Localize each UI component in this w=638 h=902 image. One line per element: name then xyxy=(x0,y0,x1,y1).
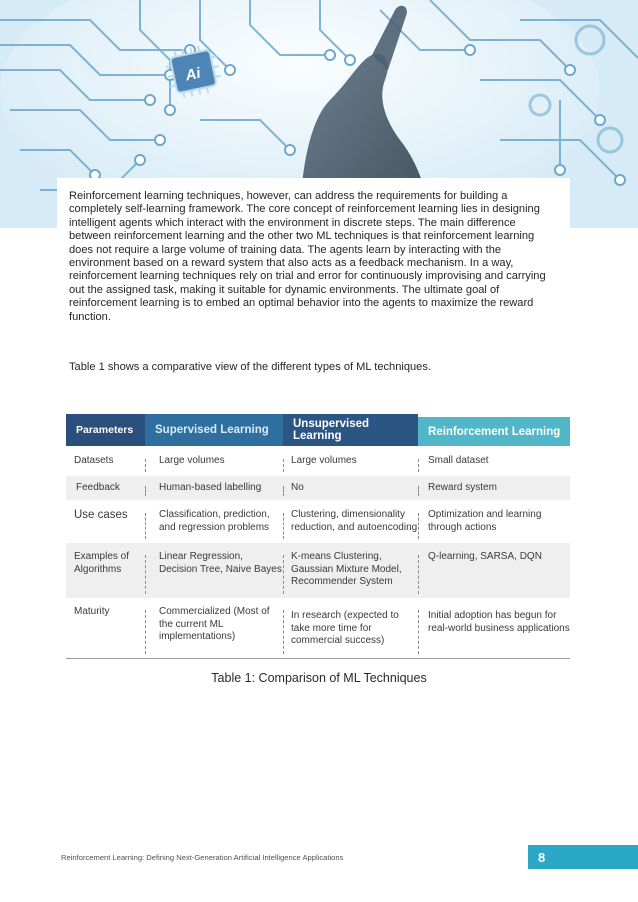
cell-parameter: Datasets xyxy=(74,455,114,466)
cell-unsupervised: Clustering, dimensionality reduction, and autoencoding xyxy=(283,509,418,543)
cell-reinforcement: Small dataset xyxy=(418,455,570,476)
table-caption: Table 1: Comparison of ML Techniques xyxy=(211,671,427,685)
cell-unsupervised: In research (expected to take more time for commercial success) xyxy=(283,606,418,658)
table-intro-sentence: Table 1 shows a comparative view of the different types of ML techniques. xyxy=(69,361,431,373)
table-row xyxy=(66,543,570,598)
cell-supervised: Commercialized (Most of the current ML implementations) xyxy=(145,606,283,658)
cell-supervised: Human-based labelling xyxy=(145,482,283,500)
cell-reinforcement: Q-learning, SARSA, DQN xyxy=(418,551,570,598)
cell-parameter: Use cases xyxy=(74,509,128,521)
header-unsupervised-learning: Unsupervised Learning xyxy=(283,414,418,446)
header-reinforcement-learning: Reinforcement Learning xyxy=(418,417,570,446)
header-parameters: Parameters xyxy=(66,414,145,446)
footer-document-title: Reinforcement Learning: Defining Next-Generation Artificial Intelligence Applications xyxy=(61,853,344,862)
table-header-row xyxy=(66,414,570,446)
cell-parameter: Feedback xyxy=(76,482,120,493)
cell-reinforcement: Reward system xyxy=(418,482,570,500)
cell-unsupervised: No xyxy=(283,482,418,500)
intro-card xyxy=(57,178,570,328)
comparison-table xyxy=(66,414,570,659)
table-row xyxy=(66,598,570,658)
table-bottom-rule xyxy=(66,658,570,659)
table-row xyxy=(66,500,570,543)
cell-supervised: Linear Regression, Decision Tree, Naive Bayes xyxy=(145,551,283,598)
cell-unsupervised: K-means Clustering, Gaussian Mixture Model, Recommender System xyxy=(283,551,418,598)
cell-supervised: Large volumes xyxy=(145,455,283,476)
cell-parameter: Examples of Algorithms xyxy=(74,551,130,575)
page-number-badge: 8 xyxy=(528,845,638,869)
table-row xyxy=(66,446,570,476)
cell-supervised: Classification, prediction, and regression problems xyxy=(145,509,283,543)
header-supervised-learning: Supervised Learning xyxy=(145,414,283,446)
ai-chip-badge: Ai xyxy=(183,64,203,85)
table-row xyxy=(66,476,570,500)
cell-reinforcement: Initial adoption has begun for real-world business applications xyxy=(418,606,570,658)
cell-reinforcement: Optimization and learning through actions xyxy=(418,509,570,543)
intro-paragraph: Reinforcement learning techniques, however, can address the requirements for building a completely self-learning framework. The core concept of reinforcement learning lies in designing intelligent agents which interact with the environment in discrete steps. The main difference between reinforcement learning and the other two ML techniques is that reinforcement learning does not require a large volume of training data. The agents learn by interacting with the environment based on a reward system that also acts as a feedback mechanism. In a way, reinforcement learning techniques rely on trial and error for continuously improvising and carrying out the assigned task, making it suitable for dynamic environments. The ultimate goal of reinforcement learning is to embed an optimal behavior into the agents to maximize the reward function. xyxy=(69,190,546,323)
cell-unsupervised: Large volumes xyxy=(283,455,418,476)
cell-parameter: Maturity xyxy=(74,606,110,617)
